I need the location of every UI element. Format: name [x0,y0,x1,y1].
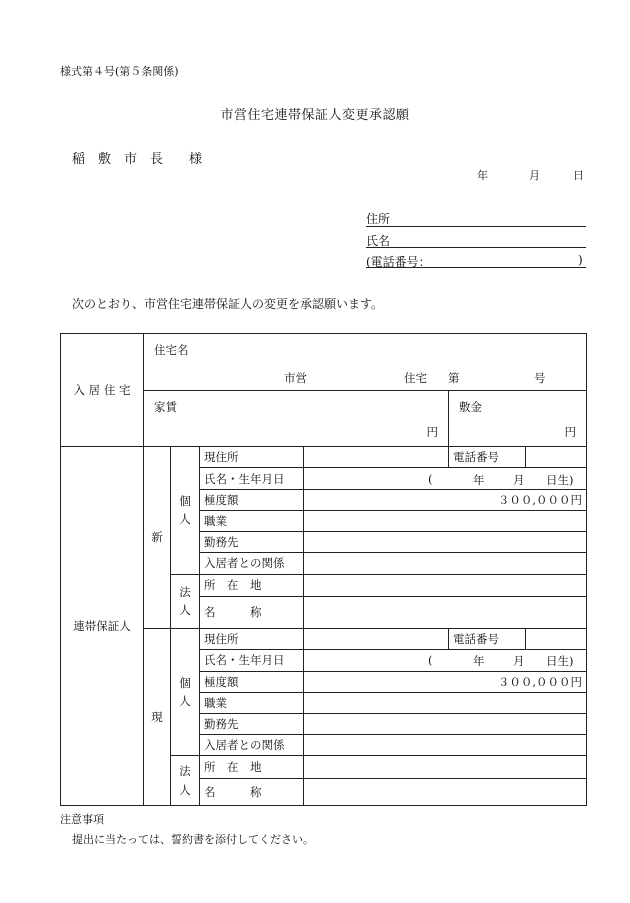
new-relation-label: 入居者との関係 [200,553,304,574]
housing-section-label: 入 居 住 宅 [61,334,144,447]
rent-unit: 円 [426,425,438,440]
addressee: 稲 敷 市 長 様 [72,152,203,167]
current-workplace-value[interactable] [304,713,587,734]
current-corp-name-value[interactable] [304,778,587,805]
new-individual-label: 個 人 [171,447,200,574]
current-address-label: 現住所 [200,629,304,650]
housing-dai: 第 [448,370,460,385]
current-relation-label: 入居者との関係 [200,735,304,756]
current-relation-value[interactable] [304,735,587,756]
current-limit-label: 極度額 [200,671,304,692]
new-address-label: 現住所 [200,447,304,468]
new-occupation-value[interactable] [304,510,587,531]
new-occupation-label: 職業 [200,510,304,531]
new-birth-month: 月 [513,472,525,487]
notes-text: 提出に当たっては、誓約書を添付してください。 [72,833,314,846]
new-birth-day: 日生) [546,472,574,487]
date-month: 月 [529,169,540,182]
housing-name-label: 住宅名 [154,343,189,357]
housing-city: 市営 [284,370,307,385]
current-birth-year: 年 [473,654,485,669]
current-address-value[interactable] [304,629,449,650]
housing-name-cell [144,334,587,391]
current-corp-address-label: 所 在 地 [200,756,304,778]
current-limit-value: ３００,０００円 [304,671,587,692]
current-individual-label: 個 人 [171,629,200,756]
new-workplace-label: 勤務先 [200,532,304,553]
new-phone-label: 電話番号 [449,447,526,468]
new-birth-year: 年 [473,472,485,487]
deposit-unit: 円 [564,425,576,440]
current-phone-value[interactable] [526,629,587,650]
current-occupation-label: 職業 [200,692,304,713]
date-day: 日 [573,169,584,182]
current-occupation-value[interactable] [304,692,587,713]
new-corp-name-value[interactable] [304,596,587,628]
deposit-label: 敷金 [459,399,482,414]
current-guarantor-label: 現 [144,629,171,806]
current-birth-month: 月 [513,654,525,669]
name-underline [366,247,586,248]
form-number: 様式第４号(第５条関係) [60,65,179,78]
rent-label: 家賃 [154,399,177,414]
new-corp-address-value[interactable] [304,574,587,596]
date-year: 年 [477,169,488,182]
current-phone-label: 電話番号 [449,629,526,650]
deposit-cell [449,390,587,447]
application-form-table [60,333,587,806]
name-label: 氏名 [366,234,391,248]
new-limit-value: ３００,０００円 [304,489,587,510]
new-address-value[interactable] [304,447,449,468]
page-title: 市営住宅連帯保証人変更承認願 [220,108,410,123]
new-corp-name-label: 名 称 [200,596,304,628]
new-phone-value[interactable] [526,447,587,468]
new-birth-open: ( [428,471,433,486]
new-corporation-label: 法 人 [171,574,200,629]
current-corp-name-label: 名 称 [200,778,304,805]
new-guarantor-label: 新 [144,447,171,629]
current-corporation-label: 法 人 [171,756,200,806]
current-name-birth-value[interactable] [304,650,587,671]
new-name-birth-value[interactable] [304,468,587,489]
rent-cell [144,390,449,447]
current-birth-day: 日生) [546,654,574,669]
phone-label: (電話番号： [366,255,431,269]
new-corp-address-label: 所 在 地 [200,574,304,596]
new-workplace-value[interactable] [304,532,587,553]
current-corp-address-value[interactable] [304,756,587,778]
current-birth-open: ( [428,653,433,668]
new-name-birth-label: 氏名・生年月日 [200,468,304,489]
notes-title: 注意事項 [60,813,104,826]
new-limit-label: 極度額 [200,489,304,510]
housing-jutaku: 住宅 [404,370,427,385]
current-name-birth-label: 氏名・生年月日 [200,650,304,671]
new-relation-value[interactable] [304,553,587,574]
intro-text: 次のとおり、市営住宅連帯保証人の変更を承認願います。 [72,297,384,311]
address-underline [366,226,586,227]
address-label: 住所 [366,212,391,226]
current-workplace-label: 勤務先 [200,713,304,734]
phone-underline [366,267,586,268]
guarantor-section-label: 連帯保証人 [61,447,144,806]
phone-close: ) [578,253,583,267]
housing-go: 号 [534,370,546,385]
